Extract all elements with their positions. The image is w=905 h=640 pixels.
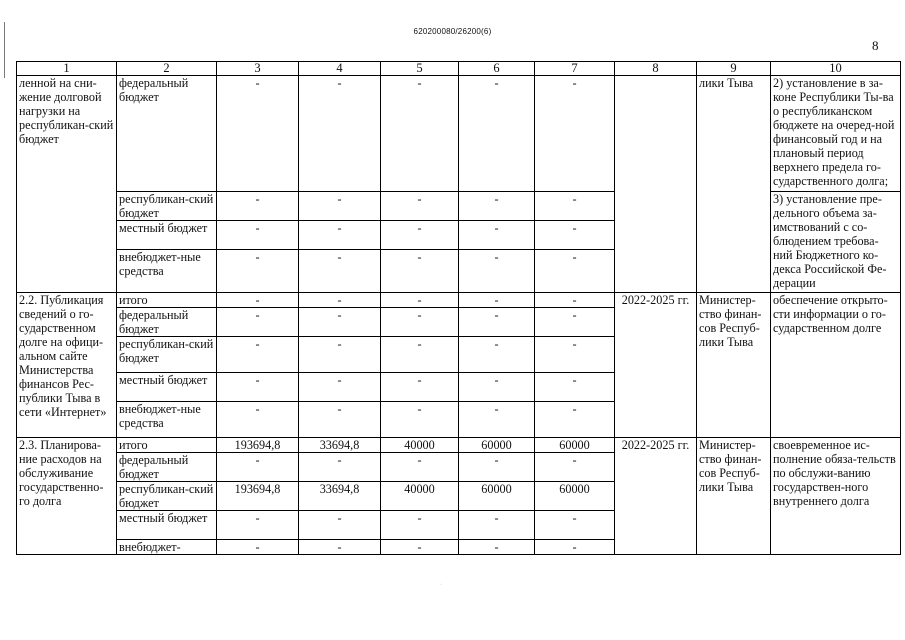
value-cell: - [459, 402, 535, 438]
value-cell: - [459, 76, 535, 192]
value-cell: 33694,8 [299, 438, 381, 453]
value-cell: - [217, 540, 299, 555]
value-cell: - [459, 453, 535, 482]
value-cell: - [299, 76, 381, 192]
value-cell: - [535, 221, 615, 250]
result-cell: обеспечение открыто-сти информации о го-сударственном долге [771, 293, 901, 438]
value-cell: - [535, 402, 615, 438]
value-cell: - [217, 221, 299, 250]
column-header-1: 1 [17, 62, 117, 76]
funding-source-cell: внебюджет-ные средства [117, 250, 217, 293]
value-cell: - [535, 453, 615, 482]
table-row [17, 76, 901, 192]
value-cell: 40000 [381, 482, 459, 511]
period-cell: 2022-2025 гг. [615, 293, 697, 438]
funding-source-cell: местный бюджет [117, 511, 217, 540]
value-cell: - [299, 308, 381, 337]
value-cell: - [381, 192, 459, 221]
value-cell: - [299, 373, 381, 402]
table-row [17, 293, 901, 308]
result-cell: 2) установление в за-коне Республики Ты-ва о республиканском бюджете на очеред-ной финансовый год и на плановый период верхнего предела го-сударственного долга; [771, 76, 901, 192]
executor-cell: лики Тыва [697, 76, 771, 293]
value-cell: 60000 [535, 482, 615, 511]
column-header-3: 3 [217, 62, 299, 76]
value-cell: - [535, 76, 615, 192]
column-header-10: 10 [771, 62, 901, 76]
value-cell: 60000 [535, 438, 615, 453]
value-cell: - [535, 192, 615, 221]
value-cell: - [217, 337, 299, 373]
column-header-6: 6 [459, 62, 535, 76]
header-row [17, 62, 901, 76]
value-cell: - [217, 402, 299, 438]
funding-source-cell: республикан-ский бюджет [117, 337, 217, 373]
result-cell: 3) установление пре-дельного объема за-имствований с со-блюдением требова-ний Бюджетного ко-декса Российской Фе-дерации [771, 192, 901, 293]
value-cell: - [459, 337, 535, 373]
value-cell: - [217, 293, 299, 308]
value-cell: - [535, 293, 615, 308]
value-cell: - [535, 337, 615, 373]
funding-source-cell: внебюджет- [117, 540, 217, 555]
value-cell: - [299, 221, 381, 250]
value-cell: - [459, 540, 535, 555]
value-cell: - [217, 453, 299, 482]
value-cell: - [217, 373, 299, 402]
value-cell: - [299, 511, 381, 540]
value-cell: - [535, 540, 615, 555]
value-cell: - [299, 293, 381, 308]
activity-name-cell: 2.2. Публикация сведений о го-сударственном долге на офици-альном сайте Министерства финансов Рес-публики Тыва в сети «Интернет» [17, 293, 117, 438]
page-number: 8 [872, 38, 879, 53]
funding-source-cell: итого [117, 438, 217, 453]
value-cell: - [381, 308, 459, 337]
value-cell: - [217, 308, 299, 337]
value-cell: 33694,8 [299, 482, 381, 511]
funding-source-cell: местный бюджет [117, 373, 217, 402]
executor-cell: Министер-ство финан-сов Респуб-лики Тыва [697, 293, 771, 438]
value-cell: - [459, 221, 535, 250]
value-cell: - [459, 293, 535, 308]
value-cell: - [299, 250, 381, 293]
funding-source-cell: внебюджет-ные средства [117, 402, 217, 438]
table-row [17, 438, 901, 453]
value-cell: - [217, 76, 299, 192]
value-cell: - [535, 250, 615, 293]
value-cell: - [535, 511, 615, 540]
value-cell: - [299, 192, 381, 221]
value-cell: - [381, 402, 459, 438]
value-cell: - [299, 453, 381, 482]
column-header-2: 2 [117, 62, 217, 76]
value-cell: 60000 [459, 438, 535, 453]
document-id: 620200080/26200(6) [413, 27, 492, 36]
activity-name-cell: 2.3. Планирова-ние расходов на обслуживание государственно-го долга [17, 438, 117, 555]
value-cell: 193694,8 [217, 438, 299, 453]
value-cell: 60000 [459, 482, 535, 511]
column-header-7: 7 [535, 62, 615, 76]
value-cell: - [381, 221, 459, 250]
result-cell: своевременное ис-полнение обяза-тельств по обслужи-ванию государствен-ного внутреннего долга [771, 438, 901, 555]
period-cell: 2022-2025 гг. [615, 438, 697, 555]
value-cell: - [381, 337, 459, 373]
column-header-5: 5 [381, 62, 459, 76]
value-cell: - [299, 402, 381, 438]
plan-table [16, 61, 901, 555]
activity-name-cell: ленной на сни-жение долговой нагрузки на республикан-ский бюджет [17, 76, 117, 293]
period-cell [615, 76, 697, 293]
value-cell: - [535, 373, 615, 402]
value-cell: - [535, 308, 615, 337]
value-cell: - [381, 250, 459, 293]
column-header-4: 4 [299, 62, 381, 76]
value-cell: 40000 [381, 438, 459, 453]
value-cell: - [381, 511, 459, 540]
funding-source-cell: республикан-ский бюджет [117, 482, 217, 511]
value-cell: - [381, 453, 459, 482]
value-cell: - [217, 192, 299, 221]
value-cell: - [217, 250, 299, 293]
value-cell: - [459, 308, 535, 337]
value-cell: - [459, 373, 535, 402]
funding-source-cell: республикан-ский бюджет [117, 192, 217, 221]
value-cell: - [459, 250, 535, 293]
funding-source-cell: федеральный бюджет [117, 453, 217, 482]
value-cell: - [217, 511, 299, 540]
funding-source-cell: федеральный бюджет [117, 76, 217, 192]
funding-source-cell: федеральный бюджет [117, 308, 217, 337]
value-cell: - [381, 373, 459, 402]
column-header-8: 8 [615, 62, 697, 76]
value-cell: - [299, 337, 381, 373]
table-body [17, 76, 901, 555]
value-cell: - [299, 540, 381, 555]
funding-source-cell: местный бюджет [117, 221, 217, 250]
funding-source-cell: итого [117, 293, 217, 308]
column-header-9: 9 [697, 62, 771, 76]
value-cell: - [459, 511, 535, 540]
value-cell: - [459, 192, 535, 221]
scan-mark: · [440, 582, 442, 588]
value-cell: - [381, 540, 459, 555]
value-cell: 193694,8 [217, 482, 299, 511]
value-cell: - [381, 76, 459, 192]
executor-cell: Министер-ство финан-сов Респуб-лики Тыва [697, 438, 771, 555]
value-cell: - [381, 293, 459, 308]
